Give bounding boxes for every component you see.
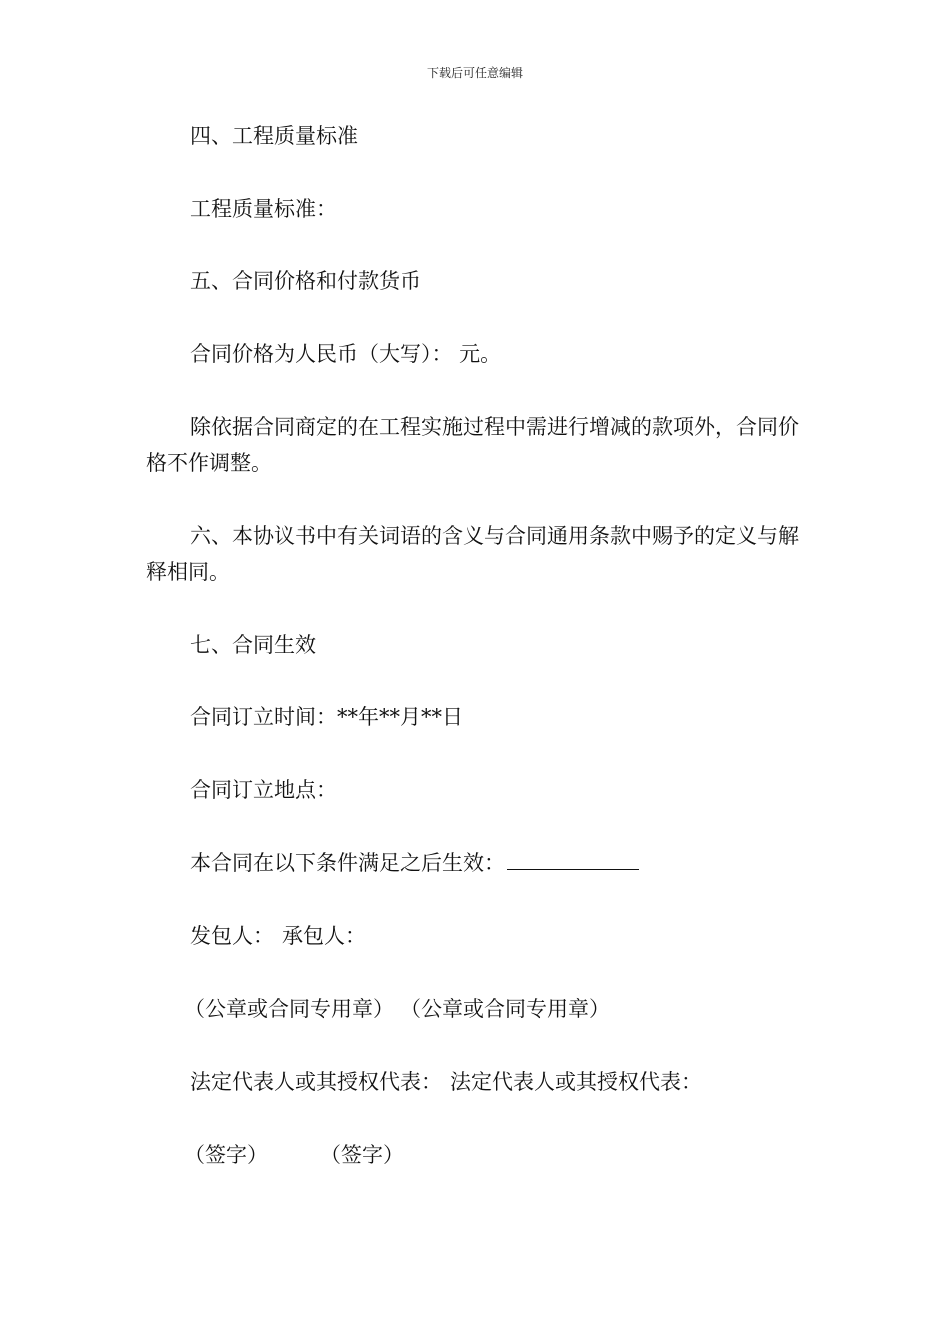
section-6-paragraph: 六、本协议书中有关词语的含义与合同通用条款中赐予的定义与解释相同。 bbox=[146, 524, 799, 584]
section-7-heading: 七、合同生效 bbox=[190, 633, 316, 657]
employer-label: 发包人： bbox=[190, 924, 274, 948]
employer-seal-label: （公章或合同专用章） bbox=[184, 997, 394, 1021]
contractor-label: 承包人： bbox=[282, 924, 366, 948]
effective-condition-text: 本合同在以下条件满足之后生效： bbox=[190, 851, 505, 875]
quality-standard-line: 工程质量标准： bbox=[190, 197, 337, 221]
effective-condition-line bbox=[146, 845, 806, 881]
signing-place-line: 合同订立地点： bbox=[190, 778, 337, 802]
contractor-representative-label: 法定代表人或其授权代表： bbox=[450, 1070, 702, 1094]
page-header: 下载后可任意编辑 bbox=[426, 66, 523, 80]
price-adjustment-paragraph: 除依据合同商定的在工程实施过程中需进行增减的款项外，合同价格不作调整。 bbox=[146, 415, 799, 475]
fill-in-blank bbox=[507, 849, 639, 870]
parties-line bbox=[146, 918, 806, 954]
contractor-seal-label: （公章或合同专用章） bbox=[400, 997, 610, 1021]
section-5-heading: 五、合同价格和付款货币 bbox=[190, 269, 421, 293]
signature-line bbox=[146, 1137, 806, 1173]
employer-representative-label: 法定代表人或其授权代表： bbox=[190, 1070, 442, 1094]
contractor-signature-label: （签字） bbox=[320, 1143, 404, 1167]
contract-price-line: 合同价格为人民币（大写）： 元。 bbox=[190, 342, 502, 366]
section-4-heading: 四、工程质量标准 bbox=[190, 124, 358, 148]
seal-line bbox=[146, 991, 806, 1027]
representative-line bbox=[146, 1064, 806, 1100]
employer-signature-label: （签字） bbox=[184, 1143, 268, 1167]
signing-date-line: 合同订立时间：**年**月**日 bbox=[190, 705, 463, 729]
